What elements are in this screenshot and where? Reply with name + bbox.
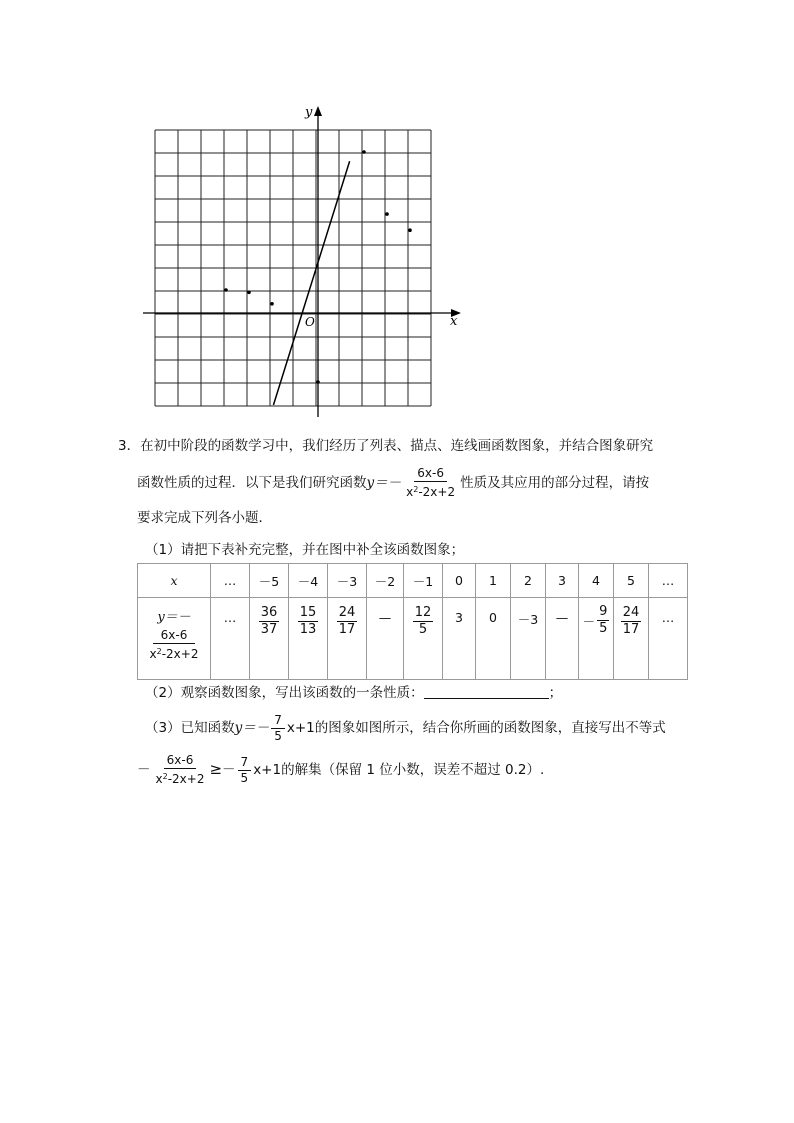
table-cell-y[interactable] (546, 598, 579, 680)
ineq-den-sup: 2 (162, 772, 168, 781)
den-x: x (406, 485, 414, 499)
part3-text-a: （3）已知函数 (145, 720, 235, 736)
table-cell-y (404, 598, 443, 680)
table-cell-y (328, 598, 367, 680)
cell-numerator: 24 (622, 605, 640, 620)
cell-fraction (597, 604, 609, 637)
cell-numerator: 12 (414, 605, 432, 620)
inequality-rhs-fraction (238, 755, 252, 786)
cell-fraction (259, 605, 280, 638)
cell-fraction (298, 605, 319, 638)
cell-numerator: 9 (599, 604, 608, 619)
part3-func-tail: x+1 (286, 720, 315, 736)
header-y-numerator: 6x-6 (153, 627, 196, 644)
table-cell-y (649, 598, 688, 680)
part3-fraction (271, 713, 285, 744)
cell-fraction-wrap (413, 605, 434, 638)
table-cell-y (443, 598, 476, 680)
header-den-rest: -2x+2 (161, 647, 199, 661)
table-cell-x: －3 (328, 564, 367, 598)
table-cell-x: 5 (614, 564, 649, 598)
y-axis-arrow (314, 106, 322, 116)
cell-text: — (555, 610, 569, 625)
part2-end: ； (548, 685, 563, 701)
header-y-fraction (150, 627, 199, 662)
plotted-point (362, 150, 366, 154)
table-cell-x: 4 (579, 564, 614, 598)
cell-fraction-wrap (583, 604, 610, 637)
problem-intro-line3: 要求完成下列各小题． (137, 510, 272, 526)
cell-numerator: 15 (299, 605, 317, 620)
part3-line (145, 712, 666, 744)
value-table (137, 563, 688, 680)
part1-text: （1）请把下表补充完整，并在图中补全该函数图象； (145, 542, 465, 558)
den-sup: 2 (413, 485, 419, 494)
cell-denominator: 17 (338, 622, 356, 637)
ineq-numerator: 6x-6 (164, 753, 197, 769)
inequality-end-text: 的解集（保留 1 位小数，误差不超过 0.2）. (281, 762, 545, 778)
table-cell-y (511, 598, 546, 680)
cell-denominator: 13 (299, 622, 317, 637)
cell-text: … (661, 610, 675, 625)
cell-fraction-wrap (259, 605, 280, 638)
function-denominator (403, 482, 458, 500)
ineq-den-x: x (155, 772, 163, 786)
problem-number: 3． (118, 438, 141, 454)
header-y-denominator (150, 644, 199, 662)
x-axis-label: x (450, 314, 458, 329)
plotted-point (224, 288, 228, 292)
table-cell-x: －1 (404, 564, 443, 598)
cell-numerator: 36 (260, 605, 278, 620)
den-rest: -2x+2 (418, 485, 456, 499)
inequality-sign: ≥ (209, 760, 223, 778)
header-den-x: x (149, 647, 157, 661)
plotted-point (316, 380, 320, 384)
table-row-y (138, 598, 688, 680)
part3-denominator: 5 (274, 728, 282, 743)
ineq-rhs-numerator: 7 (238, 755, 252, 771)
problem-intro-line2 (137, 466, 649, 500)
table-cell-y (211, 598, 250, 680)
table-cell-y[interactable] (367, 598, 404, 680)
table-cell-y (579, 598, 614, 680)
inequality-lead-sign: － (137, 762, 151, 778)
table-cell-x: －2 (367, 564, 404, 598)
table-header-y (138, 598, 211, 680)
table-cell-x: 3 (546, 564, 579, 598)
cell-fraction-wrap (621, 605, 642, 638)
grid-lines (155, 130, 431, 406)
table-cell-x: 0 (443, 564, 476, 598)
cell-text: — (378, 610, 392, 625)
table-cell-x: 1 (476, 564, 511, 598)
plotted-point (408, 228, 412, 232)
cell-text: … (223, 610, 237, 625)
cell-sign: － (582, 613, 596, 629)
table-cell-x: －5 (250, 564, 289, 598)
cell-fraction-wrap (298, 605, 319, 638)
ineq-denominator (153, 769, 208, 787)
function-lhs: y＝－ (366, 475, 402, 491)
intro-text-2b: 性质及其应用的部分过程，请按 (460, 475, 650, 491)
table-cell-x: 2 (511, 564, 546, 598)
function-fraction (403, 466, 458, 500)
table-cell-x: … (211, 564, 250, 598)
intro-text-1: 在初中阶段的函数学习中，我们经历了列表、描点、连线画函数图象，并结合图象研究 (140, 438, 654, 454)
part3-func-lhs: y＝－ (234, 720, 270, 736)
cell-denominator: 17 (622, 622, 640, 637)
inequality-line (137, 752, 544, 787)
cell-fraction-wrap (337, 605, 358, 638)
table-cell-x: －4 (289, 564, 328, 598)
plotted-point (247, 291, 251, 295)
table-cell-y (250, 598, 289, 680)
linear-function-line (273, 161, 349, 405)
problem-intro-line1 (118, 436, 653, 456)
cell-denominator: 37 (260, 622, 278, 637)
origin-label: O (305, 315, 315, 329)
part3-text-b: 的图象如图所示，结合你所画的函数图象，直接写出不等式 (314, 720, 666, 736)
ineq-rhs-tail: x+1 (253, 762, 282, 778)
cell-denominator: 5 (599, 621, 608, 636)
plotted-point (385, 212, 389, 216)
part2-text: （2）观察函数图象，写出该函数的一条性质： (145, 685, 424, 701)
part3-numerator: 7 (271, 713, 285, 729)
ineq-rhs-sign: － (222, 762, 236, 778)
table-row-x (138, 564, 688, 598)
cell-denominator: 5 (418, 622, 428, 637)
ineq-rhs-denominator: 5 (240, 770, 249, 785)
ineq-den-rest: -2x+2 (167, 772, 205, 786)
header-den-sup: 2 (156, 647, 162, 656)
cell-numerator: 24 (338, 605, 356, 620)
intro-text-2a: 函数性质的过程．以下是我们研究函数 (137, 475, 367, 491)
table-cell-y (614, 598, 649, 680)
cell-fraction (337, 605, 358, 638)
function-numerator: 6x-6 (414, 466, 447, 482)
inequality-lhs-fraction (153, 753, 208, 787)
plotted-point (270, 302, 274, 306)
table-cell-y (476, 598, 511, 680)
y-axis-label: y (305, 105, 313, 120)
cell-text: 0 (489, 610, 497, 625)
header-y-lhs: y＝－ (157, 610, 191, 625)
cell-text: －3 (517, 612, 539, 627)
table-cell-y (289, 598, 328, 680)
table-cell-x: … (649, 564, 688, 598)
cell-text: 3 (455, 610, 463, 625)
part2-line (145, 683, 562, 703)
cell-fraction (621, 605, 642, 638)
cell-fraction (413, 605, 434, 638)
part2-answer-blank[interactable] (424, 684, 549, 699)
coordinate-grid-figure (135, 100, 475, 422)
table-header-x: x (138, 564, 211, 598)
